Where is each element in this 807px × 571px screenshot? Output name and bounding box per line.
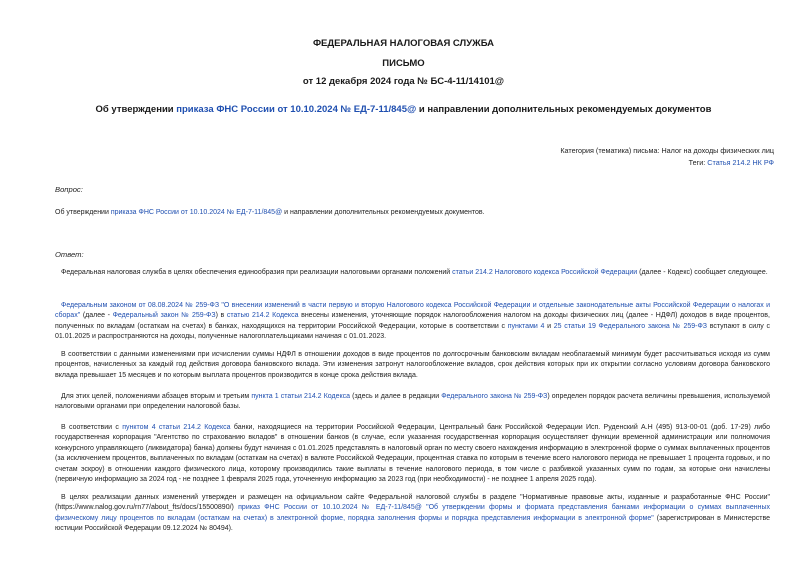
p6-t1: В целях реализации данных изменений утвержден и размещен на официальном сайте Федеральной налоговой службы в разделе "Нормативные правовые акты, изданные и разработанные ФНС России" (https://www.nalog.gov.ru/rn77/about_fts/docs/15500890/): [55, 494, 770, 512]
answer-paragraph-3: В соответствии с данными изменениями при исчислении суммы НДФЛ в отношении доходов в виде процентов по долгосрочным банковским вкладам необлагаемый минимум будет рассчитываться исходя из сумм процентов, начисленных за каждый год действия договора банковского вклада. Эти изменения затронут налогообложение вкладов, срок действия которых при их открытии согласно условиям договора банковского вклада превышает 15 месяцев и по которым выплата процентов производится в конце срока действия вклада.: [55, 351, 770, 379]
agency-title: ФЕДЕРАЛЬНАЯ НАЛОГОВАЯ СЛУЖБА: [312, 38, 495, 49]
doc-type: ПИСЬМО: [382, 58, 425, 69]
p6-t2: (зарегистрирован в Министерстве юстиции Российской Федерации 09.12.2024 № 80494).: [55, 514, 770, 533]
tags-label: Теги:: [688, 158, 708, 167]
tags-line: [689, 158, 774, 167]
question-text: [55, 208, 770, 218]
question-label: Вопрос:: [55, 185, 83, 194]
p4-link-point[interactable]: пункта 1 статьи 214.2 Кодекса: [251, 393, 351, 400]
answer-paragraph-2: [55, 301, 770, 343]
answer-label: Ответ:: [55, 250, 84, 259]
p2-t2: ) в: [215, 312, 227, 320]
p1-link-article[interactable]: статьи 214.2 Налогового кодекса Российской Федерации: [452, 269, 638, 276]
answer-paragraph-1: [55, 268, 770, 278]
p2-t1: (далее -: [80, 312, 113, 320]
p6-link-order[interactable]: приказ ФНС России от 10.10.2024 № ЕД-7-11/845@ "Об утверждении формы и формата представления банками информации о суммах выплаченных физическому лицу процентов по вкладам (остаткам на счетах) в электронной форме, порядка заполнения формы и порядка представления информации в электронной форме": [55, 504, 770, 522]
p5-t1: В соответствии с: [61, 424, 123, 431]
question-link[interactable]: приказа ФНС России от 10.10.2024 № ЕД-7-11/845@: [110, 209, 283, 216]
tags-link[interactable]: Статья 214.2 НК РФ: [707, 158, 774, 167]
p2-t3: внесены изменения, уточняющие порядок налогообложения налогом на доходы физических лиц (далее - НДФЛ) доходов в виде процентов, полученных по вкладам (остаткам на счетах) в банках, находящихся на территории Российской Федерации, которые в соответствии с: [55, 312, 770, 330]
question-t1: Об утверждении: [55, 209, 111, 216]
doc-title-link[interactable]: приказа ФНС России от 10.10.2024 № ЕД-7-11/845@: [176, 104, 417, 115]
p4-link-law[interactable]: Федерального закона № 259-ФЗ: [441, 393, 548, 400]
p2-link-article-19[interactable]: 25 статьи 19 Федерального закона № 259-ФЗ: [553, 322, 708, 330]
doc-date-number: от 12 декабря 2024 года № БС-4-11/14101@: [302, 76, 505, 87]
answer-paragraph-5: [55, 423, 770, 485]
answer-paragraph-4: [55, 392, 770, 413]
p4-t2: (здесь и далее в редакции: [350, 393, 442, 400]
category-line: Категория (тематика) письма: Налог на доходы физических лиц: [560, 146, 774, 155]
p4-t3: ) определен порядок расчета величины превышения, используемой налоговыми органами при определении налоговой базы.: [55, 393, 770, 411]
p5-link-point[interactable]: пунктом 4 статьи 214.2 Кодекса: [122, 424, 231, 431]
p2-t5: вступают в силу с 01.01.2025 и распространяются на доходы, полученные налогоплательщиками начиная с 01.01.2023.: [55, 322, 770, 341]
question-t2: и направлении дополнительных рекомендуемых документов.: [282, 209, 485, 216]
p1-t2: (далее - Кодекс) сообщает следующее.: [637, 269, 768, 276]
p2-link-points[interactable]: пунктами 4: [507, 322, 545, 330]
doc-title-prefix: Об утверждении: [95, 104, 177, 115]
p5-t2: банки, находящиеся на территории Российской Федерации, Центральный банк Российской Федерации Исп. Руденский А.Н (495) 913-00-01 (доб. 17-29) либо государственная корпорация "Агентство по страхованию вкладов" в отношении банков (в случае, если указанная государственная корпорация осуществляет функции временной администрации или полномочия конкурсного управляющего (ликвидатора) банка) должны будут начиная с 01.01.2025 представлять в налоговый орган по месту своего нахождения информацию в электронной форме о суммах выплаченных процентов (за исключением процентов, выплаченных по вкладам (остаткам на счетах) в валюте Российской Федерации, процентная ставка по которым в течение всего налогового периода не превышает 1 процента годовых, и по счетам эскроу) в отношении каждого физического лица, которому производились такие выплаты в течение налогового периода, в том числе с разбивкой указанных сумм по годам, за которые они начислены (первичную информацию за 2024 год - не позднее 1 февраля 2025 года, уточненную информацию за 2023 год (при необходимости) - не позднее 1 апреля 2025 года).: [55, 424, 771, 484]
p2-link-law-short[interactable]: Федеральный закон № 259-ФЗ: [112, 312, 216, 320]
answer-paragraph-6: [55, 493, 770, 535]
p2-link-article[interactable]: статью 214.2 Кодекса: [226, 312, 299, 320]
p4-t1: Для этих целей, положениями абзацев вторым и третьим: [61, 393, 252, 400]
p2-t4: и: [544, 322, 554, 330]
doc-title: [0, 104, 807, 115]
doc-title-suffix: и направлении дополнительных рекомендуемых документов: [416, 104, 712, 115]
p1-t1: Федеральная налоговая служба в целях обеспечения единообразия при реализации налоговыми органами положений: [61, 269, 453, 276]
p2-link-law[interactable]: Федеральным законом от 08.08.2024 № 259-ФЗ "О внесении изменений в части первую и вторую Налогового кодекса Российской Федерации и отдельные законодательные акты Российской Федерации о налогах и сборах": [55, 302, 770, 320]
